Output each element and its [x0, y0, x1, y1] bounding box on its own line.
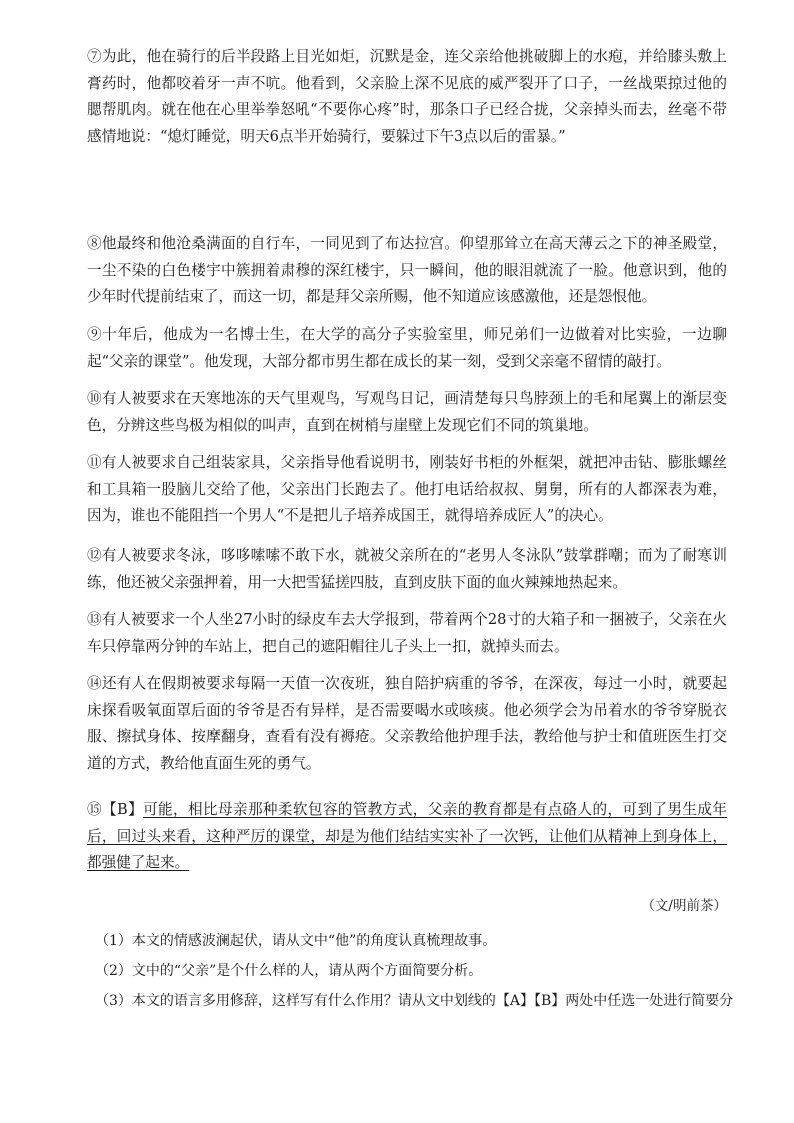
- paragraph-15-marker: ⑮【B】: [87, 801, 144, 818]
- paragraph-9: ⑨十年后，他成为一名博士生，在大学的高分子实验室里，师兄弟们一边做着对比实验，一边聊起“父亲的课堂”。他发现，大部分都市男生都在成长的某一刻，受到父亲毫不留情的敲打。: [87, 326, 727, 370]
- paragraph-7: ⑦为此，他在骑行的后半段路上目光如炬，沉默是金，连父亲给他挑破脚上的水疱，并给膝头敷上膏药时，他都咬着牙一声不吭。他看到，父亲脸上深不见底的威严裂开了口子，一丝战栗掠过他的腮帮肌肉。就在他在心里举拳怒吼“不要你心疼”时，那条口子已经合拢，父亲掉头而去，丝毫不带感情地说：“熄灯睡觉，明天6点半开始骑行，要躲过下午3点以后的雷暴。”: [87, 48, 727, 145]
- paragraph-13: ⑬有人被要求一个人坐27小时的绿皮车去大学报到，带着两个28寸的大箱子和一捆被子，父亲在火车只停靠两分钟的车站上，把自己的遮阳帽往儿子头上一扣，就掉头而去。: [87, 611, 727, 655]
- paragraph-12: ⑫有人被要求冬泳，哆哆嗦嗦不敢下水，就被父亲所在的“老男人冬泳队”鼓掌群嘲；而为了耐寒训练，他还被父亲强押着，用一大把雪猛搓四肢，直到皮肤下面的血火辣辣地热起来。: [87, 547, 727, 591]
- underlined-passage-b: 可能，相比母亲那种柔软包容的管教方式，父亲的教育都是有点硌人的，可到了男生成年后，回过头来看，这种严厉的课堂，却是为他们结结实实补了一次钙，让他们从精神上到身体上，都强健了起来。: [87, 801, 727, 872]
- paragraph-10: ⑩有人被要求在天寒地冻的天气里观鸟，写观鸟日记，画清楚每只鸟脖颈上的毛和尾翼上的渐层变色，分辨这些鸟极为相似的叫声，直到在树梢与崖壁上发现它们不同的筑巢地。: [87, 390, 727, 434]
- paragraph-8: ⑧他最终和他沧桑满面的自行车，一同见到了布达拉宫。仰望那耸立在高天薄云之下的神圣殿堂，一尘不染的白色楼宇中簇拥着肃穆的深红楼宇，只一瞬间，他的眼泪就流了一脸。他意识到，他的少年时代提前结束了，而这一切，都是拜父亲所赐，他不知道应该感激他，还是怨恨他。: [87, 235, 727, 306]
- question-2: （2）文中的“父亲”是个什么样的人，请从两个方面简要分析。: [95, 963, 483, 979]
- paragraph-11: ⑪有人被要求自己组装家具，父亲指导他看说明书，刚装好书柜的外框架，就把冲击钻、膨胀螺丝和工具箱一股脑儿交给了他，父亲出门长跑去了。他打电话给叔叔、舅舅，所有的人都深表为难，因为，谁也不能阻挡一个男人“不是把儿子培养成国王，就得培养成匠人”的决心。: [87, 454, 727, 525]
- question-1: （1）本文的情感波澜起伏，请从文中“他”的角度认真梳理故事。: [95, 933, 497, 949]
- paragraph-15: [87, 797, 727, 877]
- document-page: [87, 0, 734, 1123]
- source-attribution: （文/明前茶）: [641, 898, 727, 914]
- question-3: （3）本文的语言多用修辞，这样写有什么作用？请从文中划线的【A】【B】两处中任选一处进行简要分: [95, 993, 734, 1009]
- paragraph-14: ⑭还有人在假期被要求每隔一天值一次夜班，独自陪护病重的爷爷，在深夜，每过一小时，就要起床探看吸氧面罩后面的爷爷是否有异样，是否需要喝水或咳痰。他必须学会为吊着水的爷爷穿脱衣服、擦拭身体、按摩翻身，查看有没有褥疮。父亲教给他护理手法，教给他与护士和值班医生打交道的方式，教给他直面生死的勇气。: [87, 675, 727, 772]
